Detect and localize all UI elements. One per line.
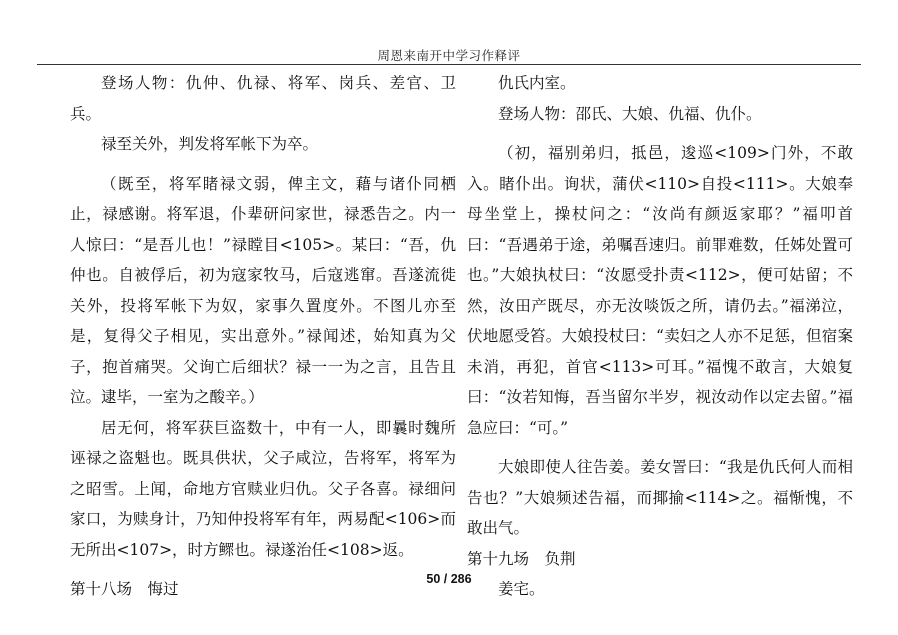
page-number: 50 / 286 xyxy=(426,572,472,586)
scene-setting: 仇氏内室。 xyxy=(498,74,576,92)
stage-direction-paragraph: （初，福别弟归，抵邑，逡巡<109>门外，不敢入。睹仆出。询状，蒲伏<110>自投<111>。大娘奉母坐堂上，操杖问之：“汝尚有颜返家耶？”福叩首曰：“吾遇弟于途，弟嘱吾速归。前罪难数，任姊处置可也。”大娘执杖曰：“汝愿受扑责<112>，便可姑留；不然，汝田产既尽，亦无汝啖饭之所，请仍去。”福涕泣，伏地愿受笞。大娘投杖曰：“卖妇之人亦不足惩，但宿案未消，再犯，首官<113>可耳。”福愧不敢言，大娘复曰：“汝若知悔，吾当留尔半岁，视汝动作以定去留。”福急应曰：“可。” xyxy=(467,144,853,437)
body-paragraph: 大娘即使人往告姜。姜女詈曰：“我是仇氏何人而相告也？”大娘频述告福，而揶揄<114>之。福惭愧，不敢出气。 xyxy=(467,458,853,537)
right-column xyxy=(467,68,853,605)
stage-direction-paragraph: （既至，将军睹禄文弱，俾主文，藉与诸仆同栖止，禄感谢。将军退，仆辈研问家世，禄悉告之。内一人惊曰：“是吾儿也！”禄瞠目<105>。某曰：“吾，仇仲也。自被俘后，初为寇家牧马，后寇逃窜。吾遂流徙关外，投将军帐下为奴，家事久置度外。不图儿亦至是，复得父子相见，实出意外。”禄闻述，始知真为父子，抱首痛哭。父询亡后细状？禄一一为之言，且告且泣。逮毕，一室为之酸辛。） xyxy=(70,174,456,406)
scene-heading: 第十八场 悔过 xyxy=(70,580,179,598)
left-column xyxy=(70,68,456,605)
cast-list-paragraph: 登场人物：邵氏、大娘、仇福、仇仆。 xyxy=(498,104,762,123)
body-paragraph: 禄至关外，判发将军帐下为卒。 xyxy=(101,135,319,153)
header-divider xyxy=(37,64,861,65)
scene-heading: 第十九场 负荆 xyxy=(467,549,576,568)
body-paragraph: 居无何，将军获巨盗数十，中有一人，即曩时魏所诬禄之盗魁也。既具供状，父子咸泣，告将军，将军为之昭雪。上闻，命地方官赎业归仇。父子各喜。禄细问家口，为赎身计，乃知仲投将军有年，两易配<106>而无所出<107>，时方鳏也。禄遂治任<108>返。 xyxy=(70,418,456,559)
running-header: 周恩来南开中学习作释评 xyxy=(377,48,521,63)
cast-list-paragraph: 登场人物：仇仲、仇禄、将军、岗兵、差官、卫兵。 xyxy=(70,74,456,123)
scene-setting: 姜宅。 xyxy=(498,580,545,598)
